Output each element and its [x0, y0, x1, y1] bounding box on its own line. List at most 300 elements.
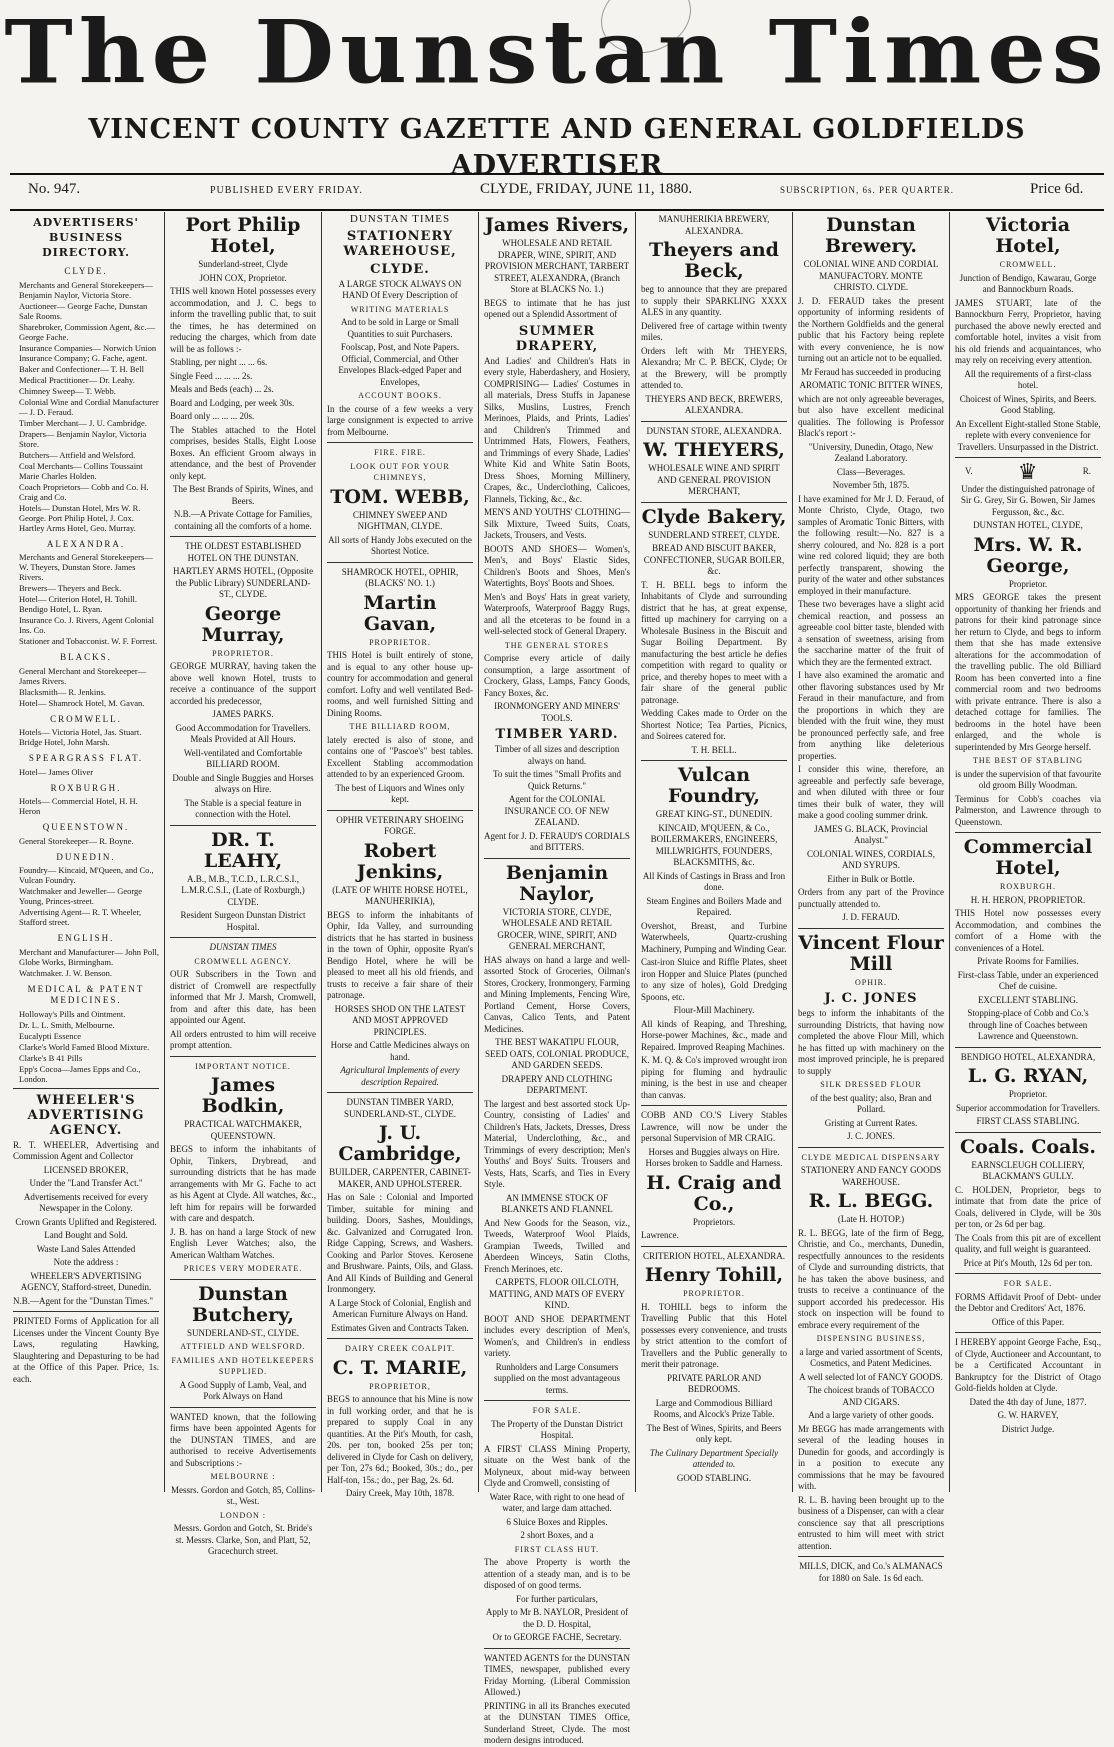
george-proprietor: Proprietor.: [1008, 578, 1048, 589]
adverts-line: Advertisements received for every Newspaper in the Colony.: [23, 1191, 149, 1213]
dir-entry: Clarke's World Famed Blood Mixture.: [19, 1041, 150, 1052]
wanted-agents: WANTED AGENTS for the DUNSTAN TIMES, newspaper, published every Friday Morning. (Liberal Commission Allowed.): [484, 1652, 630, 1697]
begg-title: R. L. BEGG.: [808, 1190, 934, 1212]
colonial-line: COLONIAL WINE AND CORDIAL MANUFACTORY. MONTE CHRISTO. CLYDE.: [803, 259, 939, 292]
dir-entry: Blacksmith— R. Jenkins.: [19, 686, 106, 697]
castings-line: All Kinds of Castings in Brass and Iron done.: [642, 870, 786, 892]
bodkin-stock: J. B. has on hand a large Stock of new English Lever Watches; also, the American Waltham Watches.: [170, 1226, 316, 1260]
horses-line: HORSES SHOD ON THE LATEST AND MOST APPROVED PRINCIPLES.: [334, 1003, 466, 1037]
insurance-agent: Agent for the COLONIAL INSURANCE CO. OF NEW ZEALAND.: [504, 794, 610, 827]
buggies-line: Double and Single Buggies and Horses always on Hire.: [172, 772, 314, 794]
marie-proprietor: PROPRIETOR,: [369, 1381, 431, 1391]
fache-line: Or to GEORGE FACHE, Secretary.: [492, 1632, 622, 1642]
general-stores: THE GENERAL STORES: [504, 640, 610, 650]
columns: [8, 212, 1106, 1745]
billiard-line: Well-ventilated and Comfortable BILLIARD ROOM.: [183, 747, 303, 769]
office-line: Office of this Paper.: [991, 1316, 1065, 1327]
crest-letter-v: V.: [965, 466, 973, 476]
london-label: LONDON :: [220, 1510, 266, 1520]
crown-icon: ♛: [1017, 459, 1038, 484]
orders-line: Orders left with Mr THEYERS, Alexandra; Mr C. P. BECK, Clyde; Or at the Brewery, will be promptly attended to.: [641, 345, 787, 390]
price: Price 6d.: [1030, 181, 1084, 197]
groom-line: is under the supervision of that favourite old groom Billy Woodman.: [955, 768, 1101, 790]
column-hotels: [165, 212, 322, 1556]
cobb-line: COBB AND CO.'S Livery Stables Lawrence, will now be under the personal Supervision of MR CRAIG.: [641, 1110, 787, 1143]
divider: [798, 928, 944, 929]
note-line: Note the address :: [53, 1257, 119, 1267]
divider: [170, 1279, 316, 1280]
holden-text: C. HOLDEN, Proprietor, begs to intimate that from date the price of Coals, delivered in Clyde, will be 30s per ton, or 2s 6d per bag.: [955, 1184, 1101, 1229]
fire-line: FIRE. FIRE.: [374, 448, 426, 457]
criterion-hotel: CRITERION HOTEL, ALEXANDRA.: [643, 1250, 785, 1261]
dir-entry: Hotels— Victoria Hotel, Jas. Stuart. Bridge Hotel, John Marsh.: [19, 727, 142, 747]
university-line: "University, Dunedin, Otago, New Zealand Laboratory.: [808, 441, 934, 463]
boxes-line: 2 short Boxes, and a: [520, 1530, 594, 1540]
mens-clothing: MEN'S AND YOUTHS' CLOTHING— Silk Mixture, Tweed Suits, Coats, Jackets, Trousers, and Vests.: [484, 507, 630, 540]
agency-text: OUR Subscribers in the Town and district of Cromwell are respectfully informed that Mr J. Marsh, Cromwell, from and after this date, has been appointed our Agent.: [170, 969, 316, 1025]
tohill-title: Henry Tohill,: [644, 1264, 784, 1286]
dir-entry: Butchers— Attfield and Welsford.: [19, 449, 136, 460]
dir-entry: Insurance Co. J. Rivers, Agent Colonial Ins. Co.: [19, 615, 155, 635]
stuart-text: JAMES STUART, late of the Bannockburn Ferry, Proprietor, having purchased the above newly erected and comfortable hotel, invites a visit from his old friends and acquaintances, who may rely on receiving every attention.: [955, 297, 1101, 365]
selected-line: A well selected lot of FANCY GOODS.: [799, 1371, 943, 1382]
gristing-line: Gristing at Current Rates.: [824, 1117, 918, 1128]
webb-subtitle: CHIMNEY SWEEP AND NIGHTMAN, CLYDE.: [352, 509, 448, 531]
first-class-stabling: FIRST CLASS STABLING.: [976, 1116, 1080, 1126]
bodkin-text: BEGS to inform the inhabitants of Ophir, Tinkers, Drybread, and surrounding districts that he has made arrangements with Mr G. Fache to act as his Agent at Clyde. All watches, &c., left him for repairs will be forwarded with care and despatch.: [170, 1144, 316, 1223]
jdf-sign: J. D. FERAUD.: [842, 912, 900, 922]
dir-entry: Timber Merchant— J. U. Cambridge.: [19, 417, 147, 428]
cattle-line: Horse and Cattle Medicines always on hand.: [330, 1040, 470, 1062]
agency-subtitle: CROMWELL AGENCY.: [194, 956, 292, 966]
harvey-text: I HEREBY appoint George Fache, Esq., of Clyde, Auctioneer and Accountant, to be a Certificated Accountant in Bankruptcy for the District of Otago Gold-fields holden at Clyde.: [955, 1337, 1101, 1393]
dir-entry: Brewers— Theyers and Beck.: [19, 583, 122, 593]
land-line: Land Bought and Sold.: [44, 1230, 128, 1240]
victoria-cromwell: CROMWELL.: [999, 260, 1057, 269]
important-notice: IMPORTANT NOTICE.: [195, 1061, 291, 1071]
port-philip-proprietor: JOHN COX, Proprietor.: [199, 272, 287, 283]
kincaid-line: KINCAID, M'QUEEN, & Co., BOILERMAKERS, ENGINEERS, MILLWRIGHTS, FOUNDERS, BLACKSMITHS, &c.: [650, 822, 778, 867]
newspaper-subtitle: VINCENT COUNTY GAZETTE AND GENERAL GOLDFIELDS ADVERTISER: [88, 114, 1026, 181]
directory-clyde: CLYDE.: [64, 266, 108, 276]
implements-line: Agricultural Implements of every description Repaired.: [340, 1065, 460, 1087]
liquors-line: The best of Liquors and Wines only kept.: [335, 782, 465, 804]
george-text: MRS GEORGE takes the present opportunity of thanking her friends and patrons for their kind patronage since her return to Clyde, and begs to inform them that she has made extensive alterations for the accommodation of the travelling public. The old Billiard Room has been converted into a fine commercial room and two bedrooms with private entrance. There is also a detached cottage for families. The bedrooms in the hotel have been enlarged, and the whole is superintended by Mrs George herself.: [955, 592, 1101, 752]
dispenser-line: R. L. B. having been brought up to the business of a Dispenser, can with a clear conscience say that all prescriptions entrusted to him will meet with strict attention.: [798, 1494, 944, 1551]
jones-text: begs to inform the inhabitants of the surrounding Districts, that having now completed the above Flour Mill, which he has fitted up with machinery on the most improved principle, he is prepared to supply: [798, 1008, 944, 1076]
bendigo-hotel: BENDIGO HOTEL, ALEXANDRA,: [960, 1051, 1096, 1062]
best-stabling: THE BEST OF STABLING: [972, 756, 1084, 765]
dir-entry: Foundry— Kincaid, M'Queen, and Co., Vulcan Foundry.: [19, 865, 154, 885]
divider: [641, 1105, 787, 1106]
theyers-sign: THEYERS AND BECK, BREWERS, ALEXANDRA.: [645, 393, 783, 415]
vulcan-address: GREAT KING-ST., DUNEDIN.: [655, 809, 773, 819]
dir-entry: Auctioneer— George Fache, Dunstan Sale Rooms.: [19, 300, 148, 321]
subscription-note: SUBSCRIPTION, 6s. PER QUARTER.: [780, 185, 954, 195]
dir-entry: Hotel— Shamrock Hotel, M. Gavan.: [19, 697, 145, 708]
jenkins-text: BEGS to inform the inhabitants of Ophir, Ida Valley, and surrounding districts that he has started in business in the town of Ophir, opposite Ryan's Bendigo Hotel, where he will be pleased to meet all his old friends, and trusts to receive a fair share of their patronage.: [327, 909, 473, 1000]
craig-proprietors: Proprietors.: [692, 1216, 736, 1227]
water-line: Water Race, with right to one head of water, and large dam attached.: [489, 1491, 625, 1513]
divider: [13, 1088, 159, 1089]
broker-line: LICENSED BROKER,: [43, 1164, 129, 1175]
column-stationery: [322, 212, 479, 1498]
rivers-goods: And Ladies' and Children's Hats in every style, Haberdashery, and Hosiery, COMPRISING— Ladies' Costumes in all materials, Dress Stuffs in Japanese Silks, Muslins, Lustres, French Merinoes, Plaids, and Prints, Ladies' and Children's Trimmed and Untrimmed Hats, Flowers, Feathers, and Trimmings of every Shade, Ladies' White Kid and White Satin Boots, Dress Shoes, Morning Millinery, Crapes, &c., Underclothing, Calicoes, Flannels, Ticking, &c., &c.: [484, 355, 630, 504]
coals-title: Coals. Coals.: [960, 1135, 1096, 1158]
divider: [327, 1338, 473, 1339]
flourmill-line: Flour-Mill Machinery.: [673, 1005, 755, 1015]
dir-entry: Watchmaker and Jeweller— George Young, Princes-street.: [19, 886, 143, 906]
newspaper-title: The Dunstan Times: [4, 0, 1110, 104]
cambridge-subtitle: BUILDER, CARPENTER, CABINET-MAKER, AND UPHOLSTERER.: [329, 1167, 471, 1189]
dateline: CLYDE, FRIDAY, JUNE 11, 1880.: [480, 181, 693, 197]
divider: [798, 1147, 944, 1148]
divider: [13, 1311, 159, 1312]
divider: [641, 760, 787, 761]
w-theyers-title: W. THEYERS,: [643, 439, 785, 461]
furniture-line: A Large Stock of Colonial, English and American Furniture Always on Hand.: [328, 1297, 472, 1319]
divider: [484, 1648, 630, 1649]
printed-forms: PRINTED Forms of Application for all Licenses under the Vincent County Bye Laws, regulating Hawking, Slaughtering and Depasturing to be had at the Office of this Paper. Price, 1s. each.: [13, 1316, 159, 1384]
commercial-title: Commercial Hotel,: [963, 836, 1093, 879]
directory-alexandra: ALEXANDRA.: [46, 538, 126, 549]
fancy-warehouse: STATIONERY AND FANCY GOODS WAREHOUSE.: [800, 1165, 942, 1187]
port-philip-title: Port Philip Hotel,: [185, 214, 301, 257]
report-date: November 5th, 1875.: [832, 480, 910, 490]
dairy-date: Dairy Creek, May 10th, 1878.: [345, 1488, 455, 1498]
leahy-resident: Resident Surgeon Dunstan District Hospital.: [180, 910, 306, 932]
forms-line: FORMS Affidavit Proof of Debt- under the Debtor and Creditors' Act, 1876.: [955, 1291, 1101, 1313]
divider: [170, 937, 316, 938]
address-line: WHEELER'S ADVERTISING AGENCY, Stafford-street, Dunedin.: [20, 1270, 152, 1292]
wheeler-agency-title: WHEELER'S ADVERTISING AGENCY.: [27, 1092, 145, 1138]
dir-entry: Baker and Confectioner— T. H. Bell: [19, 363, 145, 374]
divider: [170, 1407, 316, 1408]
dir-entry: Hotel— Criterion Hotel, H. Tohill. Bendigo Hotel, L. Ryan.: [19, 594, 137, 614]
masthead: [0, 0, 1114, 181]
general-text: Comprise every article of daily consumption, a large assortment of Crockery, Glass, Lamps, Fancy Goods, Fancy Boxes, &c.: [484, 653, 630, 698]
dairy-title: DAIRY CREEK COALPIT.: [345, 1344, 455, 1353]
published-note: PUBLISHED EVERY FRIDAY.: [210, 185, 363, 196]
rate-line: Board and Lodging, per week 30s.: [170, 397, 295, 408]
directory-english: ENGLISH.: [57, 933, 115, 943]
feraud-text: J. D. FERAUD takes the present opportunity of informing residents of the Northern Goldfields and the general public that his Factory being replete with every convenience, he is now turning out an article not to be equalled.: [798, 295, 944, 363]
divider: [641, 502, 787, 503]
dunstan-hotel: DUNSTAN HOTEL, CLYDE,: [973, 520, 1083, 530]
agency-orders: All orders entrusted to him will receive prompt attention.: [170, 1028, 316, 1050]
aromatic-line: AROMATIC TONIC BITTER WINES,: [799, 380, 943, 390]
dir-entry: Merchants and General Storekeepers— W. Theyers, Dunstan Store. James Rivers.: [19, 552, 153, 582]
divider: [327, 562, 473, 563]
bell-sign: T. H. BELL.: [691, 744, 737, 755]
dir-entry: Watchmaker. J. W. Benson.: [19, 967, 113, 978]
quality-line: of the best quality; also, Bran and Pollard.: [810, 1092, 932, 1114]
divider: [641, 421, 787, 422]
stable-line: The Stable is a special feature in connection with the Hotel.: [184, 797, 302, 819]
rivers-subtitle: WHOLESALE AND RETAIL DRAPER, WINE, SPIRIT, AND PROVISION MERCHANT, TARBERT STREET, ALEXANDRA, (Branch Store at BLACKS No. 1.): [484, 238, 630, 294]
printing-line: PRINTING in all its Branches executed at the DUNSTAN TIMES Office, Sunderland Street, Clyde. The most modern designs introduced.: [484, 1700, 630, 1745]
dir-entry: Hotel— James Oliver: [19, 766, 94, 777]
stationery-title: STATIONERY WAREHOUSE,: [343, 228, 457, 259]
account-books: ACCOUNT BOOKS.: [358, 391, 442, 400]
apply-line: Apply to Mr B. NAYLOR, President of the D. D. Hospital,: [485, 1607, 629, 1629]
foolscap-line: Foolscap, Post, and Note Papers. Official, Commercial, and Other Envelopes Black-edged Paper and Envelopes,: [338, 342, 462, 387]
rivers-title: James Rivers,: [484, 214, 630, 236]
silk-flour: SILK DRESSED FLOUR: [820, 1080, 922, 1089]
colliery-line: EARNSCLEUGH COLLIERY, BLACKMAN'S GULLY.: [971, 1159, 1085, 1181]
boots-line: BOOTS AND SHOES— Women's, Men's, and Boys' Elastic Sides, Children's Boots and Shoes, Men's Watertights, Boys' Boots and Shoes.: [484, 543, 630, 588]
families-line: Private Rooms for Families.: [977, 956, 1079, 966]
billiard-room: THE BILLIARD ROOM,: [349, 722, 451, 731]
leahy-text: A.B., M.B., T.C.D., L.R.C.S.I., L.M.R.C.S.I., (Late of Roxburgh,) CLYDE.: [181, 873, 305, 907]
directory-heading: ADVERTISERS' BUSINESS DIRECTORY.: [33, 216, 139, 259]
bodkin-title: James Bodkin,: [201, 1074, 285, 1117]
dir-entry: Holloway's Pills and Ointment.: [19, 1008, 126, 1019]
wines-line: which are not only agreeable beverages, but also have excellent medicinal qualities. The following is Professor Black's report :-: [798, 393, 944, 438]
stationery-clyde: CLYDE.: [370, 261, 430, 277]
sluice-plates: Cast-iron Sluice and Riffle Plates, sheet iron Hopper and Sluice Plates (punched to any size of holes), Gold Dredging Spoons, etc.: [641, 957, 787, 1002]
feraud-agent: Agent for J. D. FERAUD'S CORDIALS and BITTERS.: [484, 830, 630, 852]
divider: [641, 1246, 787, 1247]
dir-entry: Sharebroker, Commission Agent, &c.— George Fache.: [19, 321, 156, 342]
dispensing-line: DISPENSING BUSINESS,: [816, 1334, 926, 1343]
scents-line: a large and varied assortment of Scents, Cosmetics, and Patent Medicines.: [799, 1346, 943, 1368]
divider: [327, 1092, 473, 1093]
timber-text: Timber of all sizes and description always on hand.: [494, 744, 620, 766]
culinary-line: The Culinary Department Specially attended to.: [649, 1447, 779, 1469]
rate-line: Board only ... ... ... 20s.: [170, 411, 255, 421]
divider: [170, 536, 316, 537]
judge-line: District Judge.: [1001, 1423, 1055, 1434]
divider: [484, 858, 630, 859]
property-line: The Property of the Dunstan District Hospital.: [491, 1418, 623, 1440]
directory-speargrass: SPEARGRASS FLAT.: [28, 753, 144, 763]
jenkins-title: Robert Jenkins,: [356, 839, 444, 883]
dunstan-store: DUNSTAN STORE, ALEXANDRA.: [646, 425, 782, 436]
dispensary-title: CLYDE MEDICAL DISPENSARY: [801, 1152, 941, 1162]
dir-entry: Merchants and General Storekeepers— Benjamin Naylor, Victoria Store.: [19, 279, 153, 300]
bakery-address: SUNDERLAND STREET, CLYDE.: [648, 529, 780, 540]
piping-line: K. M. Q. & Co's improved wrought iron piping for fluming and hydraulic mining, is the best in use and cheaper than canvas.: [641, 1055, 787, 1100]
dir-entry: Stationer and Tobacconist. W. F. Forrest.: [19, 636, 158, 646]
broker-sub: Under the "Land Transfer Act.": [29, 1178, 143, 1188]
attention-line: The above Property is worth the attention of a steady man, and is to be disposed of on good terms.: [484, 1557, 630, 1590]
manuherikia-brewery: MANUHERIKIA BREWERY, ALEXANDRA.: [658, 214, 770, 236]
dir-entry: General Merchant and Storekeeper— James Rivers.: [19, 665, 147, 686]
jenkins-subtitle: (LATE OF WHITE HORSE HOTEL, MANUHERIKIA),: [332, 884, 468, 906]
carpets-line: CARPETS, FLOOR OILCLOTH, MATTING, AND MATS OF EVERY KIND.: [489, 1277, 625, 1310]
overshot-line: Overshot, Breast, and Turbine Waterwheels, Quartz-crushing Machinery, Pumping and Winding Gear.: [641, 920, 787, 954]
reaping-line: All kinds of Reaping, and Threshing, Horse-power Machines, &c., made and Repaired. Improved Reaping Machines.: [641, 1018, 787, 1052]
runholders-line: Runholders and Large Consumers supplied on the most advantageous terms.: [494, 1361, 620, 1395]
dt-title: DUNSTAN TIMES: [349, 213, 451, 225]
begg-text: R. L. BEGG, late of the firm of Begg, Christie, and Co., merchants, Dunedin, respectfully announces to the residents of Clyde and surrounding districts, that he has taken the above business, and trusts to receive a continuance of the support accorded his predecessor. His stock on inspection will be found to embrace every requirement of the: [798, 1227, 944, 1330]
estimates-line: Estimates Given and Contracts Taken.: [331, 1322, 469, 1333]
crest-letter-r: R.: [1082, 466, 1091, 476]
stopping-line: Stopping-place of Cobb and Co.'s through line of Coaches between Lawrence and Queenstown.: [967, 1008, 1089, 1041]
report-text: I have also examined the aromatic and other flavoring substances used by Mr Feraud in their manufacture, and from the proportions in which they are blended with the fruit wine, they must be pronounced perfectly safe, and free from anything like deleterious properties.: [798, 670, 944, 761]
tobacco-line: The choicest brands of TOBACCO AND CIGARS.: [807, 1385, 935, 1407]
requirements-line: All the requirements of a first-class hotel.: [964, 368, 1092, 390]
good-accommodation: Good Accommodation for Travellers. Meals Provided at All Hours.: [175, 722, 311, 744]
ryan-title: L. G. RYAN,: [967, 1065, 1089, 1087]
crown-line: Crown Grants Uplifted and Registered.: [15, 1216, 157, 1227]
excellent-stabling: EXCELLENT STABLING.: [977, 994, 1079, 1005]
column-brewery: [636, 212, 793, 1492]
lawrence-line: Lawrence.: [641, 1230, 679, 1240]
commercial-roxburgh: ROXBURGH.: [1000, 882, 1056, 891]
divider: [955, 457, 1101, 458]
webb-title: TOM. WEBB,: [330, 485, 470, 508]
province-line: Orders from any part of the Province punctually attended to.: [798, 887, 944, 909]
marie-title: C. T. MARIE,: [332, 1356, 468, 1379]
prices-line: PRICES VERY MODERATE.: [183, 1264, 303, 1273]
theyers-title: Theyers and Beck,: [649, 239, 779, 282]
dir-entry: Merchant and Manufacturer— John Poll, Globe Works, Birmingham.: [19, 946, 159, 967]
dir-entry: Advertising Agent— R. T. Wheeler, Stafford street.: [19, 907, 142, 927]
drapery-text: The largest and best assorted stock Up-Country, consisting of Ladies' and Children's Hats, Jackets, Dresses, Dress Material, Underclothing, &c., and Trimmings of every description; Men's Youths' and Boys' Suits. Trousers and Vests, Hats, Scarfs, and Ties in Every Style.: [484, 1098, 630, 1189]
wheeler-text: R. T. WHEELER, Advertising and Commission Agent and Collector: [13, 1139, 159, 1161]
port-philip-address: Sunderland-street, Clyde: [198, 259, 288, 269]
dir-entry: General Storekeeper— R. Boyne.: [19, 835, 134, 846]
dir-entry: Eucalypti Essence: [19, 1030, 82, 1041]
column-feraud: [793, 212, 950, 1583]
naylor-title: Benjamin Naylor,: [505, 861, 609, 905]
timber-yard-title: TIMBER YARD.: [495, 727, 619, 742]
gavan-title: Martin Gavan,: [363, 591, 437, 635]
directory-blacks: BLACKS.: [60, 652, 112, 662]
cordials-line: COLONIAL WINES, CORDIALS, AND SYRUPS.: [807, 848, 935, 870]
dir-entry: Hotels— Commercial Hotel, H. H. Heron: [19, 796, 138, 816]
gavan-text: THIS Hotel is built entirely of stone, and is equal to any other house up-country for accommodation and general comfort. Lofty and well ventilated Bed-rooms, and well furnished Sitting and Dining Rooms.: [327, 650, 473, 718]
forge-line: OPHIR VETERINARY SHOEING FORGE.: [336, 814, 464, 836]
hats-line: Men's and Boys' Hats in great variety, Waterproofs, Waterproof Baggy Rugs, and all the etceteras to be found in a well-selected stock of General Drapery.: [484, 591, 630, 636]
divider: [484, 1400, 630, 1401]
dir-entry: Medical Practitioner— Dr. Leahy.: [19, 374, 135, 385]
pits-line: Price at Pit's Mouth, 12s 6d per ton.: [963, 1257, 1093, 1268]
directory-cromwell: CROMWELL.: [50, 713, 122, 724]
wanted-agents-text: WANTED known, that the following firms have been appointed Agents for the DUNSTAN TIMES, and are authorised to receive Advertisements and Subscriptions :-: [170, 1411, 316, 1468]
junction-line: Junction of Bendigo, Kawarau, Gorge and Bannockburn Roads.: [959, 272, 1097, 294]
drapery-dept: DRAPERY AND CLOTHING DEPARTMENT.: [501, 1073, 613, 1095]
dir-entry: Insurance Companies— Norwich Union Insurance Company; G. Fache, agent.: [19, 342, 157, 363]
good-stabling: GOOD STABLING.: [676, 1472, 752, 1483]
theyers-text: beg to announce that they are prepared to supply their SPARKLING XXXX ALES in any quantity.: [641, 284, 787, 317]
summer-drapery: SUMMER DRAPERY,: [515, 323, 599, 354]
divider: [327, 442, 473, 443]
billiard-text: lately erected is also of stone, and contains one of "Pascoe's" best tables. Excellent Stabling accommodation attended to by an experienced Groom.: [327, 734, 473, 779]
engines-line: Steam Engines and Boilers Made and Repaired.: [646, 895, 782, 917]
tweeds-text: And New Goods for the Season, viz., Tweeds, Waterproof Wool Plaids, Grampian Tweeds, Twilled and Aberdeen Winceys, Satin Cloths, French Merinoes, etc.: [484, 1217, 630, 1274]
leahy-title: DR. T. LEAHY,: [203, 828, 283, 872]
hut-line: FIRST CLASS HUT.: [514, 1544, 600, 1554]
dir-entry: Coach Proprietors— Cobb and Co. H. Craig and Co.: [19, 481, 149, 502]
choicest-line: Choicest of Wines, Spirits, and Beers. Good Stabling.: [959, 393, 1097, 415]
for-sale-title: FOR SALE.: [532, 1406, 582, 1415]
cambridge-title: J. U. Cambridge,: [338, 1122, 462, 1165]
arrangements-line: Mr BEGG has made arrangements with several of the leading houses in Dunedin for goods, and accordingly is in a position to execute any commissions that he may be favoured with.: [798, 1423, 944, 1491]
boot-dept: BOOT AND SHOE DEPARTMENT includes every description of Men's, Women's, and Children's in endless variety.: [484, 1313, 630, 1358]
royal-crest: [955, 459, 1101, 484]
harvey-sign: G. W. HARVEY,: [997, 1410, 1059, 1420]
divider: [955, 832, 1101, 833]
stable-line: An Excellent Eight-stalled Stone Stable, replete with every convenience for Travellers. Unsurpassed in the District.: [955, 418, 1101, 452]
lookout-line: LOOK OUT FOR YOUR CHIMNEYS,: [350, 461, 450, 482]
parks-line: JAMES PARKS.: [212, 709, 274, 719]
naylor-text: HAS always on hand a large and well-assorted Stock of Groceries, Oilman's Stores, Crockery, Ironmongery, Farming and Mining Implements, Fencing Wire, Portland Cement, Horse Covers, Canvas, Calico Tents, and Patent Medicines.: [484, 954, 630, 1034]
issue-number: No. 947.: [28, 181, 81, 197]
dir-entry: Dr. L. L. Smith, Melbourne.: [19, 1019, 115, 1030]
bodkin-subtitle: PRACTICAL WATCHMAKER, QUEENSTOWN.: [184, 1119, 302, 1141]
agent-line: N.B.—Agent for the "Dunstan Times.": [13, 1295, 154, 1306]
succeeded-line: Mr Feraud has succeeded in producing: [801, 366, 941, 377]
rate-line: Single Feed ... ... ... 2s.: [170, 370, 253, 381]
gavan-proprietor: PROPRIETOR.: [369, 637, 431, 647]
wedding-line: Wedding Cakes made to Order on the Shortest Notice; Tea Parties, Picnics, and Soirees catered for.: [641, 708, 787, 741]
london-firm: Messrs. Gordon and Gotch, St. Bride's st. Messrs. Clarke, Son, and Platt, 52, Gracechurch street.: [173, 1523, 313, 1556]
jcj-sign: J. C. JONES.: [847, 1131, 895, 1141]
almanacs-line: MILLS, DICK, and Co.'s ALMANACS for 1880 on Sale. 1s 6d each.: [799, 1561, 943, 1583]
agency-title: DUNSTAN TIMES: [209, 942, 277, 952]
melbourne-label: MELBOURNE :: [210, 1472, 276, 1481]
brands-line: The Best Brands of Spirits, Wines, and Beers.: [173, 484, 313, 506]
naylor-subtitle: VICTORIA STORE, CLYDE, WHOLESALE AND RETAIL GROCER, WINE, SPIRIT, AND GENERAL MERCHANT,: [497, 906, 617, 951]
bread-line: BREAD AND BISCUIT BAKER, CONFECTIONER, SUGAR BOILER, &c.: [643, 543, 785, 576]
divider: [955, 1047, 1101, 1048]
hartley-arms: HARTLEY ARMS HOTEL, (Opposite the Public Library) SUNDERLAND-ST., CLYDE.: [172, 566, 314, 599]
report-text: I have examined for Mr J. D. Feraud, of Monte Christo, Clyde, Otago, two samples of Aromatic Tonic Bitters, with the following result:—No. 827 is a sherry coloured, and No. 828 is a port wine red colored liquid; they are both perfectly transparent, showing the purity of the water and other substances employed in their manufacture.: [798, 493, 944, 596]
waste-line: Waste Land Sales Attended: [36, 1243, 136, 1254]
dir-entry: Coal Merchants— Collins Toussaint Marie Charles Holden.: [19, 460, 143, 481]
heron-line: H. H. HERON, PROPRIETOR.: [970, 894, 1086, 905]
murray-title: George Murray,: [201, 602, 285, 646]
delivered-line: Delivered free of cartage within twenty miles.: [641, 320, 787, 342]
dir-entry: Colonial Wine and Cordial Manufacturer— J. D. Feraud.: [19, 396, 159, 417]
report-text: I consider this wine, therefore, an agreeable and perfectly safe beverage, and when diluted with three or four times their bulk of water, they will make a good cooling summer drink.: [798, 764, 944, 820]
stock-line: A LARGE STOCK ALWAYS ON HAND Of Every Description of: [338, 278, 462, 300]
stables-text: The Stables attached to the Hotel comprises, besides Stalls, Eight Loose Boxes. An efficient Groom always in attendance, and the best of Provender only kept.: [170, 424, 316, 481]
begg-late: (Late H. HOTOP.): [837, 1214, 905, 1224]
issue-line: [10, 177, 1104, 207]
divider: [798, 1556, 944, 1557]
column-directory: [8, 212, 165, 1492]
attfield-line: ATTFIELD AND WELSFORD.: [180, 1342, 306, 1351]
billiard-rooms: Large and Commodious Billiard Rooms, and Alcock's Prize Table.: [653, 1397, 775, 1419]
divider: [955, 1332, 1101, 1333]
for-sale-forms: FOR SALE.: [1003, 1279, 1053, 1288]
dunstan-brewery-title: Dunstan Brewery.: [824, 214, 918, 257]
rate-line: Stabling, per night ... ... 6s.: [170, 357, 268, 367]
dir-entry: Epp's Cocoa—James Epps and Co., London.: [19, 1063, 141, 1084]
profits-line: To suit the times "Small Profits and Quick Returns.": [492, 769, 622, 791]
dir-entry: Hotels— Dunstan Hotel, Mrs W. R. George. Port Philip Hotel, J. Cox. Hartley Arms Hotel, Geo. Murray.: [19, 502, 141, 533]
consignment-line: In the course of a few weeks a very large consignment is expected to arrive from Melbourne.: [327, 403, 473, 437]
tohill-text: H. TOHILL begs to inform the Travelling Public that this Hotel possesses every convenience, and trusts by strict attention to the comfort of Travellers and the Public generally to merit their patronage.: [641, 1301, 787, 1369]
coals-text: The Coals from this pit are of excellent quality, and full weight is guaranteed.: [955, 1232, 1101, 1254]
oldest-hotel: THE OLDEST ESTABLISHED HOTEL ON THE DUNSTAN.: [184, 541, 302, 563]
victoria-title: Victoria Hotel,: [985, 214, 1071, 257]
directory-medical: MEDICAL & PATENT MEDICINES.: [27, 983, 145, 1005]
hire-line: Horses and Buggies always on Hire. Horses broken to Saddle and Harness.: [645, 1146, 783, 1168]
blankets-line: AN IMMENSE STOCK OF BLANKETS AND FLANNEL: [501, 1192, 613, 1214]
mining-text: A FIRST CLASS Mining Property, situate on the West bank of the Molyneux, about mid-way between Clyde and Cromwell, consisting of: [484, 1443, 630, 1488]
marie-text: BEGS to announce that his Mine is now in full working order, and that he is prepared to supply Coal in any quantities. At the Pit's Mouth, for cash, 20s. per ton, booked 25s per ton; delivered in Clyde for Cash on delivery, per Ton, 27s 6d.; Booked, 30s.; do., per Half-ton, 15s.; do., per Bag, 2s. 6d.: [327, 1394, 473, 1485]
issue-rule: [10, 209, 1104, 211]
wholesale-line: WHOLESALE WINE AND SPIRIT AND GENERAL PROVISION MERCHANT,: [648, 463, 780, 496]
writing-line: WRITING MATERIALS: [350, 304, 450, 314]
jones-title: J. C. JONES: [824, 991, 918, 1006]
column-rivers: [479, 212, 636, 1745]
